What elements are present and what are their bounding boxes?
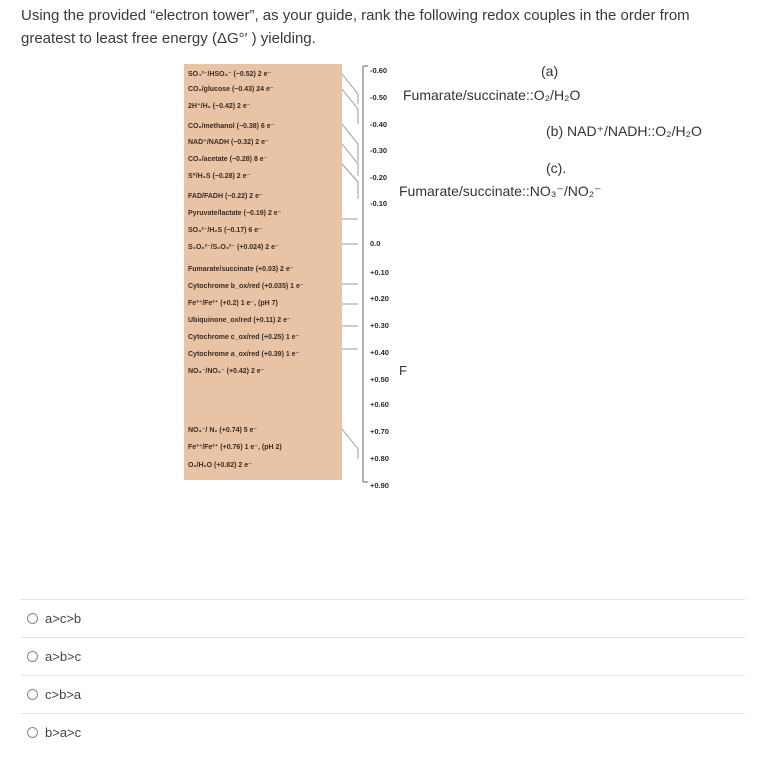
option-label: b>a>c (45, 725, 82, 740)
electron-tower (184, 64, 342, 480)
label-a-tag: (a) (541, 63, 559, 79)
tower-couple: O₂/H₂O (+0.82) 2 e⁻ (188, 462, 252, 469)
option-label: a>c>b (45, 611, 82, 626)
scale-tick: +0.50 (370, 375, 389, 384)
radio-button[interactable] (27, 689, 38, 700)
tower-couple: Pyruvate/lactate (−0.19) 2 e⁻ (188, 210, 282, 217)
scale-tick: -0.30 (370, 146, 388, 155)
potential-scale (362, 64, 402, 490)
label-c-text: Fumarate/succinate::NO₃⁻/NO₂⁻ (399, 183, 602, 199)
tower-couple: SO₄²⁻/HSO₃⁻ (−0.52) 2 e⁻ (188, 71, 272, 78)
tower-couple: Cytochrome a_ox/red (+0.39) 1 e⁻ (188, 351, 300, 358)
tower-couple: S₄O₆²⁻/S₂O₃²⁻ (+0.024) 2 e⁻ (188, 244, 279, 251)
tower-couple: Fumarate/succinate (+0.03) 2 e⁻ (188, 266, 294, 273)
scale-tick: +0.70 (370, 427, 389, 436)
tower-couple: NO₃⁻/ N₂ (+0.74) 5 e⁻ (188, 427, 258, 434)
scale-tick: -0.40 (370, 120, 388, 129)
option-1[interactable] (21, 599, 745, 637)
option-label: a>b>c (45, 649, 82, 664)
tower-couple: Fe³⁺/Fe²⁺ (+0.2) 1 e⁻, (pH 7) (188, 300, 278, 307)
radio-button[interactable] (27, 727, 38, 738)
tower-couple: 2H⁺/H₂ (−0.42) 2 e⁻ (188, 103, 251, 110)
scale-tick: -0.60 (370, 66, 388, 75)
scale-tick: +0.90 (370, 481, 389, 490)
tower-couple: SO₃²⁻/H₂S (−0.17) 6 e⁻ (188, 227, 262, 234)
label-a-text: Fumarate/succinate::O₂/H₂O (403, 87, 581, 103)
label-b-text: (b) NAD⁺/NADH::O₂/H₂O (546, 123, 702, 139)
scale-tick: +0.40 (370, 348, 389, 357)
tower-couple: Cytochrome c_ox/red (+0.25) 1 e⁻ (188, 334, 300, 341)
tower-couple: CO₂/acetate (−0.28) 8 e⁻ (188, 156, 268, 163)
label-f-mark: F (399, 363, 407, 378)
question-text: Using the provided “electron tower”, as your guide, rank the following redox couples in the order from greatest to least free energy (ΔG°′ ) yielding. (21, 7, 690, 47)
option-label: c>b>a (45, 687, 82, 702)
scale-tick: 0.0 (370, 239, 381, 248)
radio-button[interactable] (27, 613, 38, 624)
option-2[interactable] (21, 637, 745, 675)
tower-couple: CO₂/methanol (−0.38) 6 e⁻ (188, 123, 275, 130)
tower-couple: CO₂/glucose (−0.43) 24 e⁻ (188, 86, 274, 93)
label-c-tag: (c). (546, 160, 567, 176)
scale-tick: -0.10 (370, 199, 388, 208)
tower-couple: S⁰/H₂S (−0.28) 2 e⁻ (188, 173, 251, 180)
scale-tick: +0.60 (370, 400, 389, 409)
tower-couple: Cytochrome b_ox/red (+0.035) 1 e⁻ (188, 283, 304, 290)
radio-button[interactable] (27, 651, 38, 662)
tower-couple: Fe³⁺/Fe²⁺ (+0.76) 1 e⁻, (pH 2) (188, 444, 282, 451)
scale-tick: +0.10 (370, 268, 389, 277)
option-4[interactable] (21, 713, 745, 751)
tower-couple: FAD/FADH (−0.22) 2 e⁻ (188, 193, 263, 200)
answer-options (21, 599, 745, 751)
tower-couple: NO₃⁻/NO₂⁻ (+0.42) 2 e⁻ (188, 368, 265, 375)
tower-couple: NAD⁺/NADH (−0.32) 2 e⁻ (188, 139, 269, 146)
scale-tick: +0.80 (370, 454, 389, 463)
scale-tick: +0.30 (370, 321, 389, 330)
scale-tick: -0.20 (370, 173, 388, 182)
scale-tick: +0.20 (370, 294, 389, 303)
option-3[interactable] (21, 675, 745, 713)
tower-couple: Ubiquinone_ox/red (+0.11) 2 e⁻ (188, 317, 291, 324)
scale-tick: -0.50 (370, 93, 388, 102)
